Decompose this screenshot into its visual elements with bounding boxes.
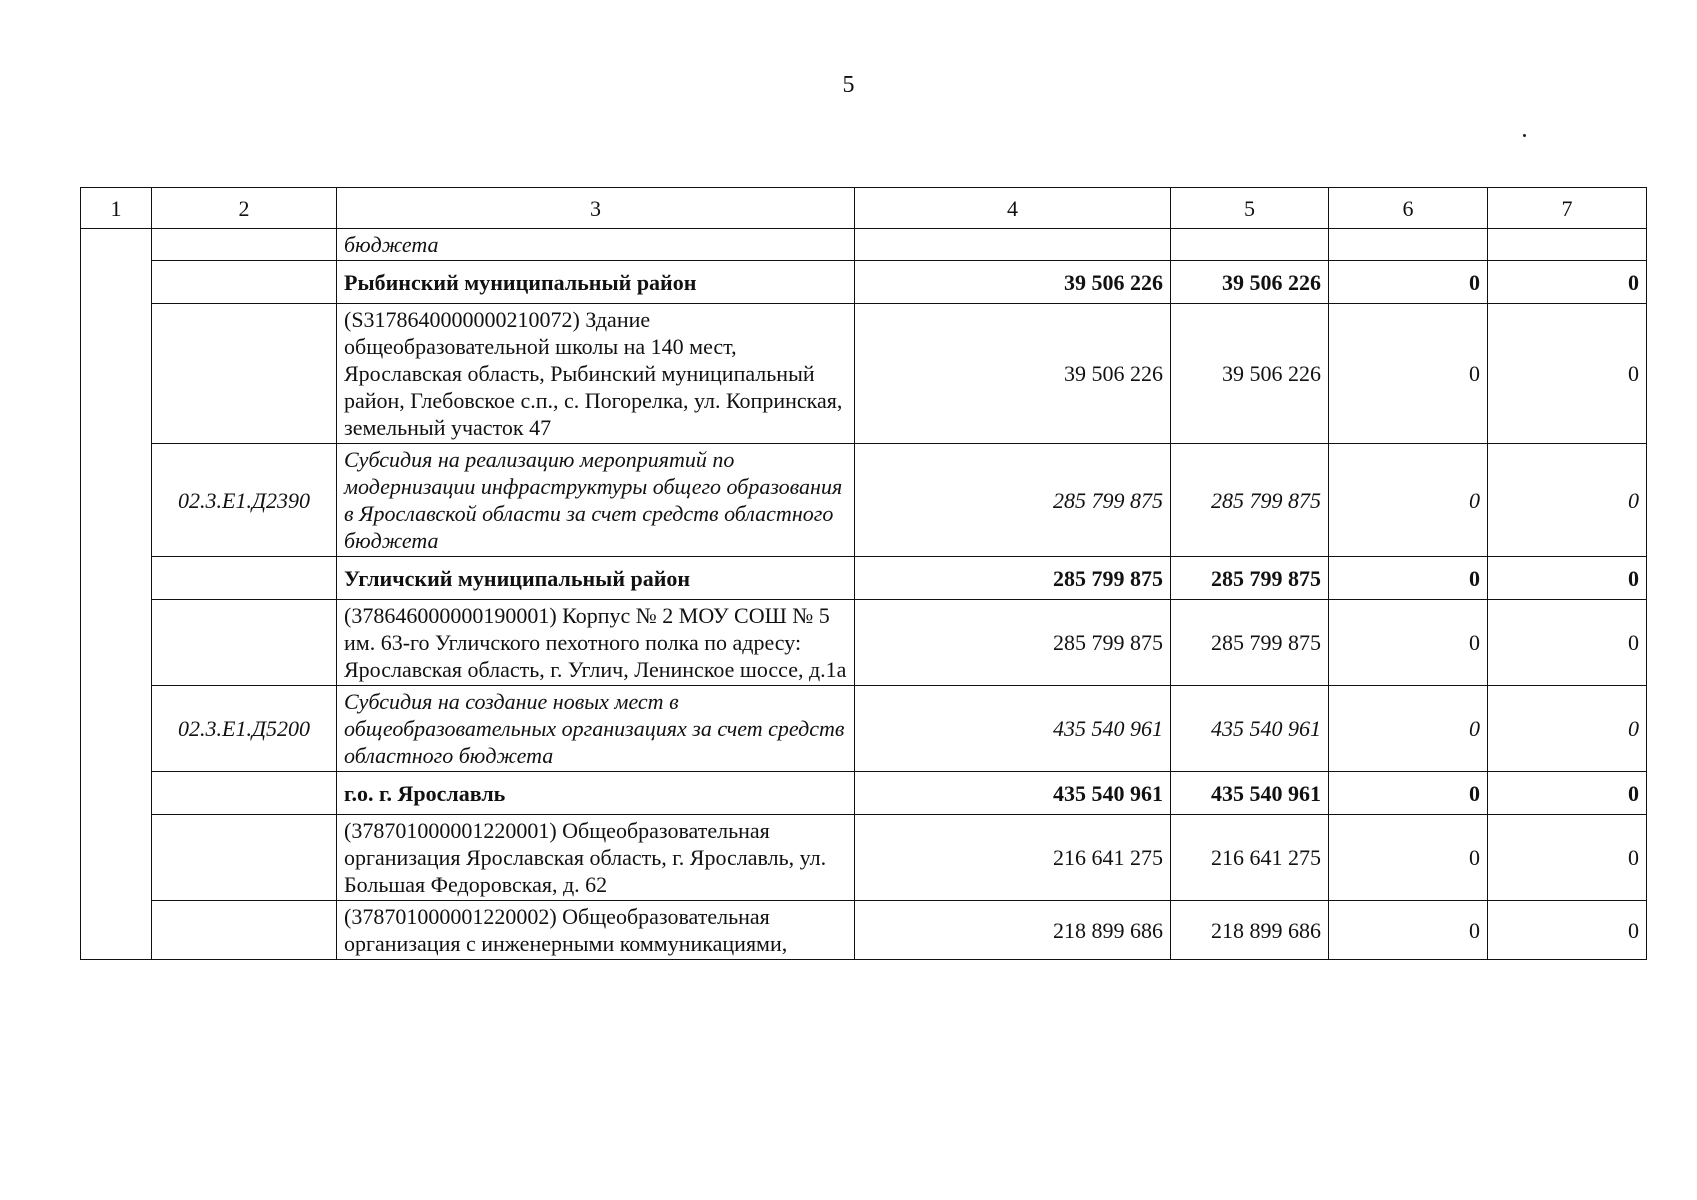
col-5-value: 218 899 686 [1171, 901, 1329, 960]
col-7-value: 0 [1488, 686, 1647, 772]
col-1-cell [81, 229, 152, 960]
col-4-value: 285 799 875 [855, 600, 1171, 686]
description-cell: бюджета [337, 229, 855, 261]
table-row [81, 229, 1647, 261]
table-row [81, 686, 1647, 772]
col-7-value: 0 [1488, 304, 1647, 444]
code-cell: 02.3.Е1.Д2390 [152, 444, 337, 557]
col-4-value: 218 899 686 [855, 901, 1171, 960]
header-col-1: 1 [81, 188, 152, 229]
table-row [81, 901, 1647, 960]
col-6-value: 0 [1329, 304, 1488, 444]
description-cell: Субсидия на реализацию мероприятий по модернизации инфраструктуры общего образования в Ярославской области за счет средств областного бюджета [337, 444, 855, 557]
scan-speck [1523, 134, 1526, 137]
description-cell: Субсидия на создание новых мест в общеобразовательных организациях за счет средств областного бюджета [337, 686, 855, 772]
col-5-value: 216 641 275 [1171, 815, 1329, 901]
col-4-value [855, 229, 1171, 261]
description-cell: (378701000001220002) Общеобразовательная организация с инженерными коммуникациями, [337, 901, 855, 960]
col-6-value: 0 [1329, 261, 1488, 304]
table-row [81, 600, 1647, 686]
code-cell [152, 600, 337, 686]
col-4-value: 285 799 875 [855, 444, 1171, 557]
description-cell: г.о. г. Ярославль [337, 772, 855, 815]
col-7-value: 0 [1488, 557, 1647, 600]
col-5-value: 285 799 875 [1171, 444, 1329, 557]
description-cell: Рыбинский муниципальный район [337, 261, 855, 304]
col-7-value: 0 [1488, 261, 1647, 304]
col-6-value: 0 [1329, 557, 1488, 600]
col-5-value: 435 540 961 [1171, 686, 1329, 772]
col-6-value: 0 [1329, 444, 1488, 557]
col-6-value: 0 [1329, 600, 1488, 686]
code-cell [152, 815, 337, 901]
col-7-value: 0 [1488, 901, 1647, 960]
table-row [81, 444, 1647, 557]
col-6-value [1329, 229, 1488, 261]
col-6-value: 0 [1329, 686, 1488, 772]
budget-table [80, 187, 1647, 960]
description-cell: Угличский муниципальный район [337, 557, 855, 600]
header-col-5: 5 [1171, 188, 1329, 229]
header-col-6: 6 [1329, 188, 1488, 229]
code-cell [152, 261, 337, 304]
col-5-value: 39 506 226 [1171, 261, 1329, 304]
col-7-value [1488, 229, 1647, 261]
page-number: 5 [842, 72, 855, 98]
code-cell [152, 772, 337, 815]
header-col-2: 2 [152, 188, 337, 229]
table-row [81, 815, 1647, 901]
header-col-4: 4 [855, 188, 1171, 229]
col-4-value: 285 799 875 [855, 557, 1171, 600]
header-col-3: 3 [337, 188, 855, 229]
description-cell: (378701000001220001) Общеобразовательная организация Ярославская область, г. Ярославль, ул. Большая Федоровская, д. 62 [337, 815, 855, 901]
col-6-value: 0 [1329, 901, 1488, 960]
description-cell: (S3178640000000210072) Здание общеобразовательной школы на 140 мест, Ярославская область, Рыбинский муниципальный район, Глебовское с.п., с. Погорелка, ул. Копринская, земельный участок 47 [337, 304, 855, 444]
table-row [81, 557, 1647, 600]
header-col-7: 7 [1488, 188, 1647, 229]
code-cell: 02.3.Е1.Д5200 [152, 686, 337, 772]
col-4-value: 435 540 961 [855, 772, 1171, 815]
col-5-value: 435 540 961 [1171, 772, 1329, 815]
table-row [81, 772, 1647, 815]
code-cell [152, 901, 337, 960]
col-5-value: 39 506 226 [1171, 304, 1329, 444]
col-7-value: 0 [1488, 600, 1647, 686]
col-5-value: 285 799 875 [1171, 600, 1329, 686]
col-6-value: 0 [1329, 815, 1488, 901]
table-row [81, 304, 1647, 444]
header-row [81, 188, 1647, 229]
code-cell [152, 557, 337, 600]
code-cell [152, 229, 337, 261]
col-5-value: 285 799 875 [1171, 557, 1329, 600]
code-cell [152, 304, 337, 444]
col-7-value: 0 [1488, 444, 1647, 557]
table-row [81, 261, 1647, 304]
col-7-value: 0 [1488, 772, 1647, 815]
col-4-value: 435 540 961 [855, 686, 1171, 772]
col-5-value [1171, 229, 1329, 261]
col-7-value: 0 [1488, 815, 1647, 901]
col-4-value: 39 506 226 [855, 261, 1171, 304]
col-4-value: 216 641 275 [855, 815, 1171, 901]
col-6-value: 0 [1329, 772, 1488, 815]
col-4-value: 39 506 226 [855, 304, 1171, 444]
description-cell: (378646000000190001) Корпус № 2 МОУ СОШ № 5 им. 63-го Угличского пехотного полка по адресу: Ярославская область, г. Углич, Ленинское шоссе, д.1а [337, 600, 855, 686]
